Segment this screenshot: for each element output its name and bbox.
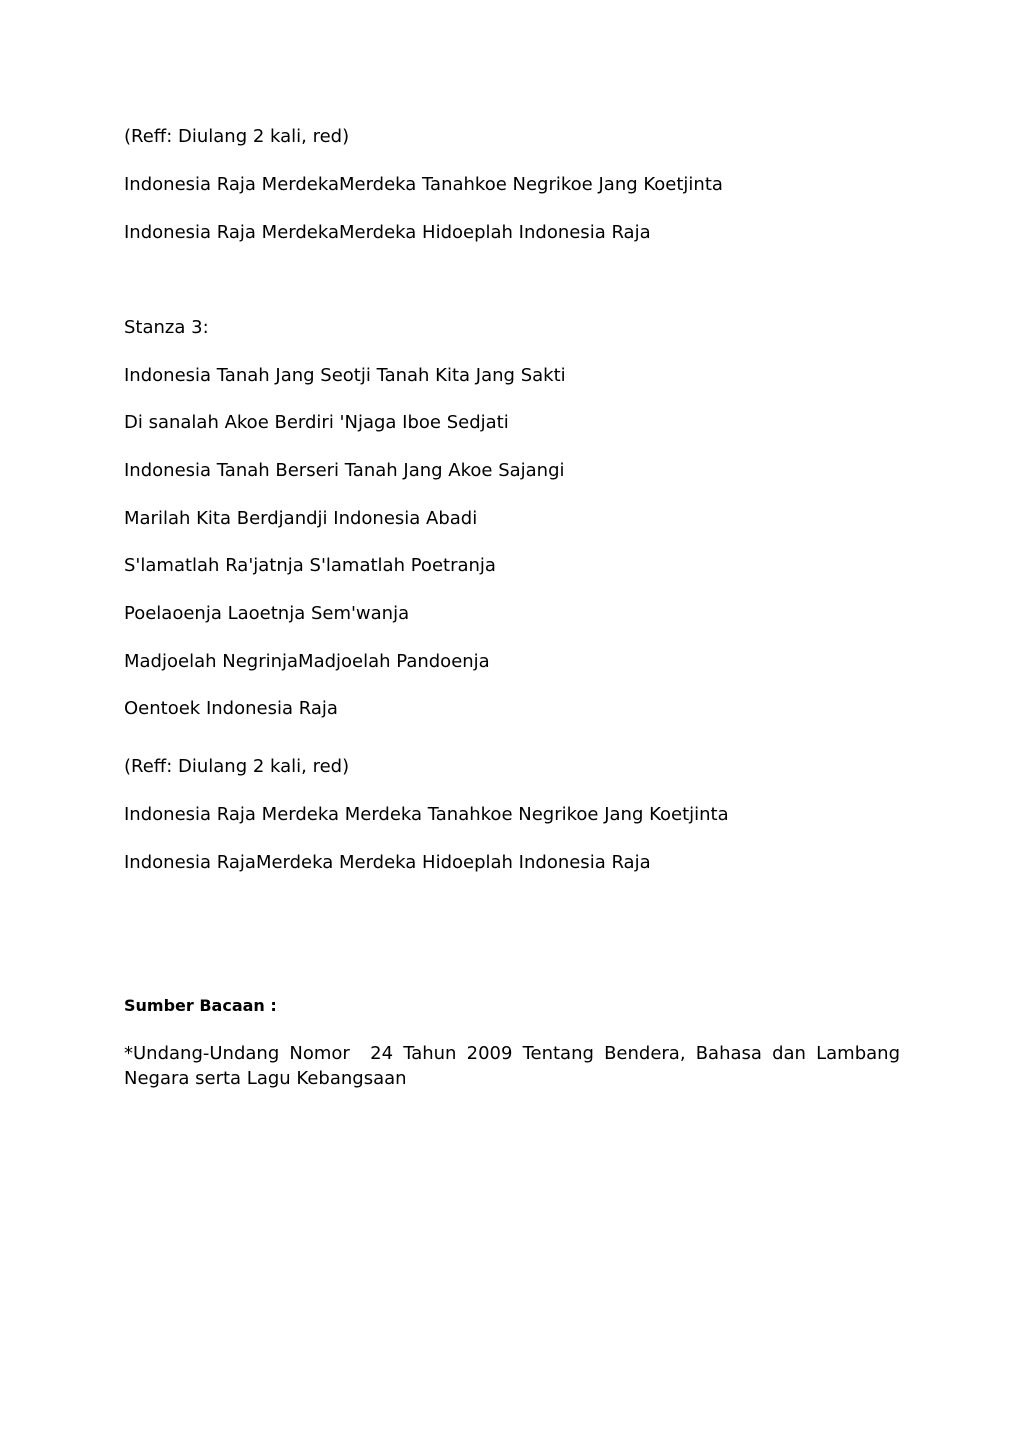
- sources-text: *Undang-Undang Nomor 24 Tahun 2009 Tentang Bendera, Bahasa dan Lambang Negara serta Lagu Kebangsaan: [124, 1043, 906, 1089]
- lyric-line: Indonesia Raja MerdekaMerdeka Tanahkoe Negrikoe Jang Koetjinta: [124, 174, 723, 195]
- lyric-line: Oentoek Indonesia Raja: [124, 698, 338, 719]
- lyric-line: Madjoelah NegrinjaMadjoelah Pandoenja: [124, 651, 490, 672]
- lyric-line: Poelaoenja Laoetnja Sem'wanja: [124, 603, 410, 624]
- lyric-line: Indonesia RajaMerdeka Merdeka Hidoeplah Indonesia Raja: [124, 852, 651, 873]
- sources-heading: Sumber Bacaan :: [124, 996, 277, 1015]
- lyric-line: Marilah Kita Berdjandji Indonesia Abadi: [124, 508, 478, 529]
- lyric-line: Indonesia Tanah Jang Seotji Tanah Kita Jang Sakti: [124, 365, 566, 386]
- reff-note: (Reff: Diulang 2 kali, red): [124, 126, 350, 147]
- lyric-line: Indonesia Raja Merdeka Merdeka Tanahkoe Negrikoe Jang Koetjinta: [124, 804, 729, 825]
- lyric-line: Indonesia Tanah Berseri Tanah Jang Akoe Sajangi: [124, 460, 565, 481]
- lyric-line: S'lamatlah Ra'jatnja S'lamatlah Poetranja: [124, 555, 496, 576]
- reff-note: (Reff: Diulang 2 kali, red): [124, 756, 350, 777]
- lyric-line: Di sanalah Akoe Berdiri 'Njaga Iboe Sedjati: [124, 412, 509, 433]
- lyric-line: Indonesia Raja MerdekaMerdeka Hidoeplah Indonesia Raja: [124, 222, 651, 243]
- stanza-heading: Stanza 3:: [124, 317, 209, 338]
